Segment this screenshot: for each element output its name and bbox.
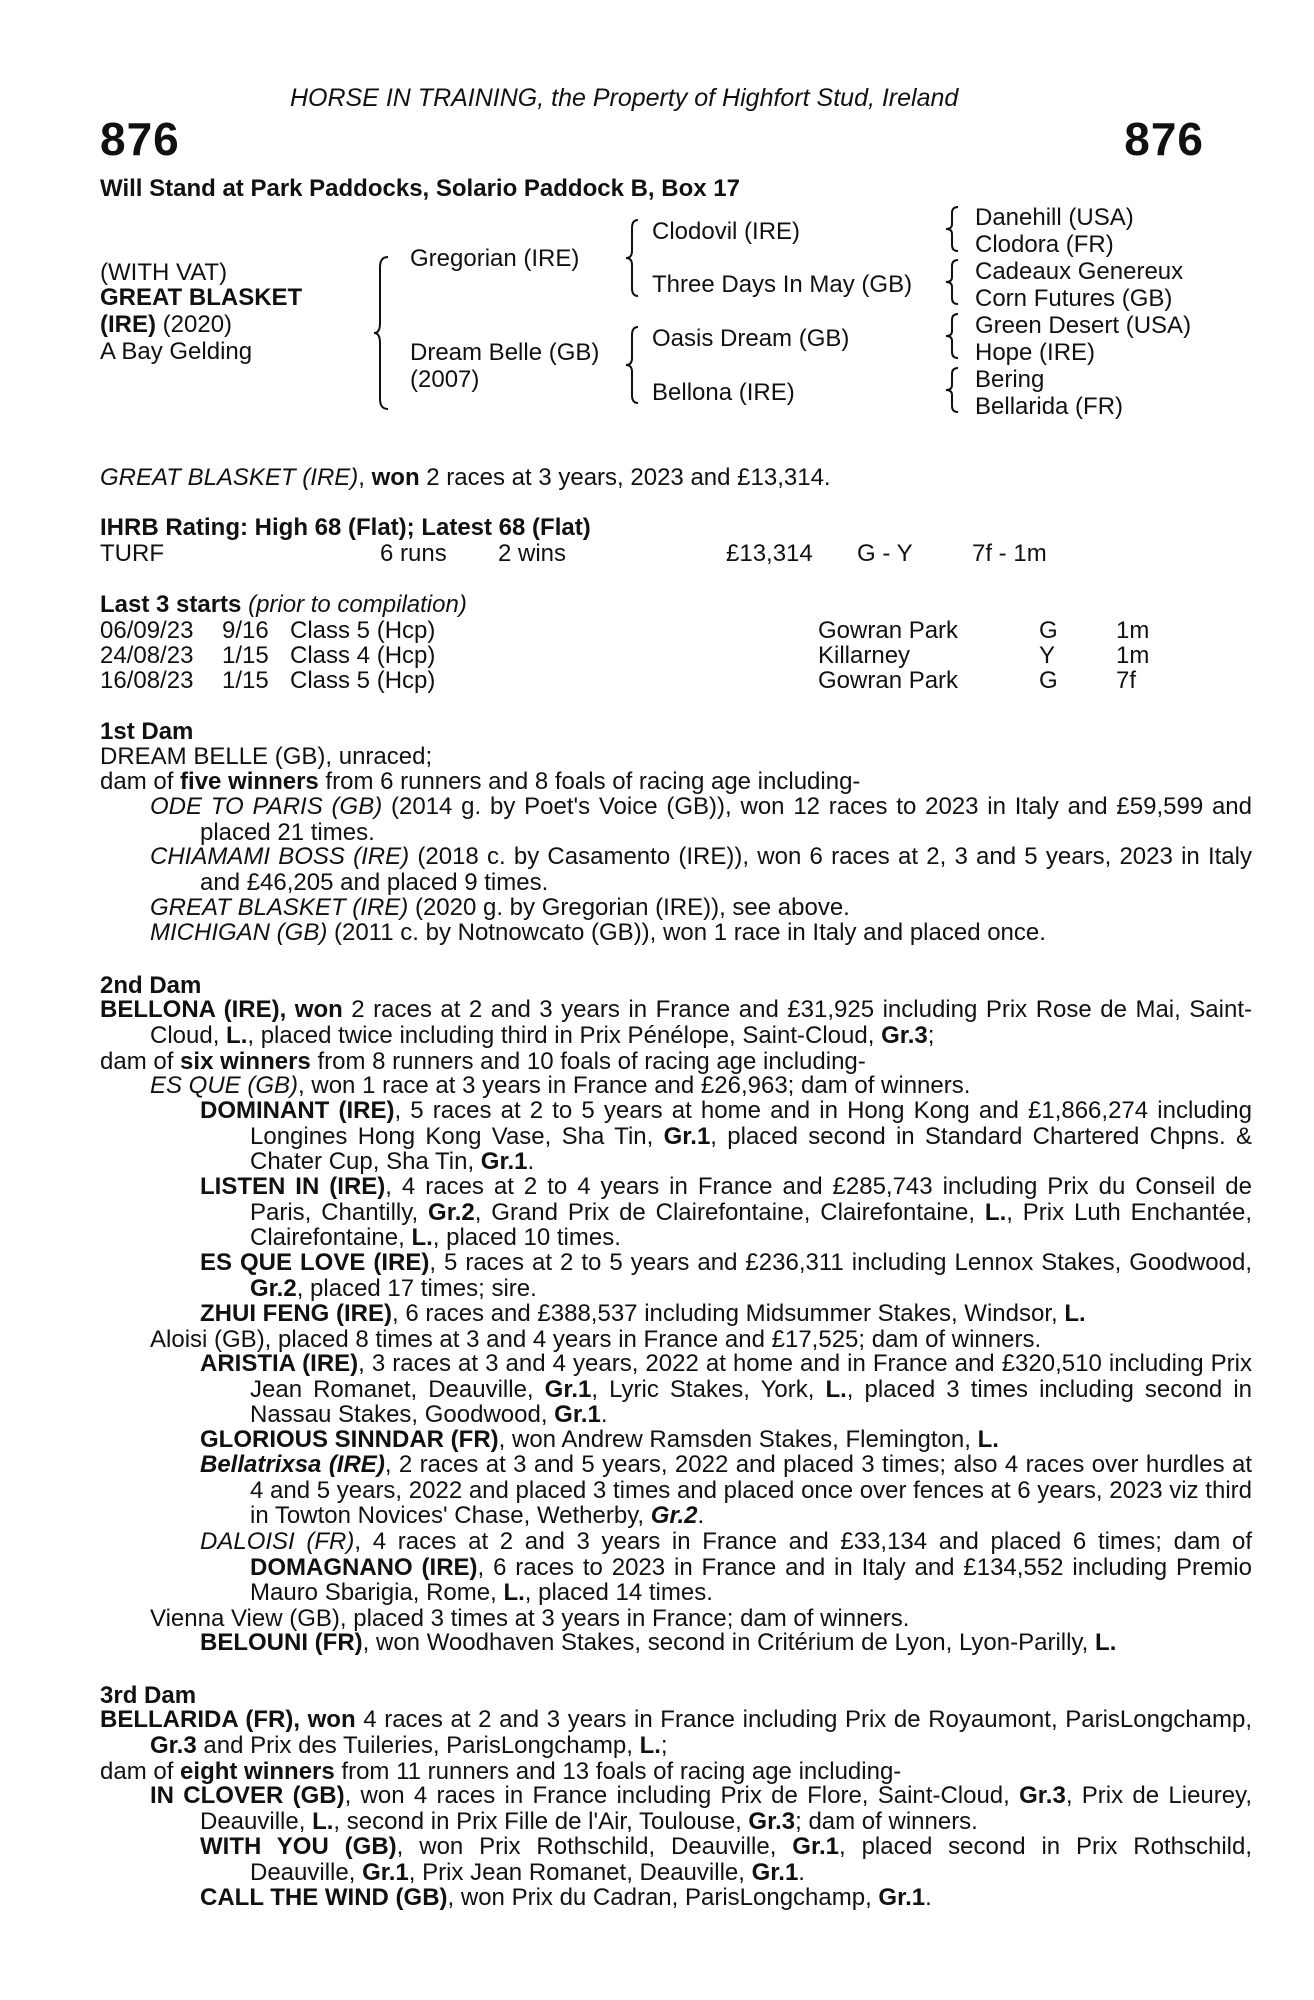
- gen3-8: Bellarida (FR): [975, 393, 1124, 420]
- lot-number-right: 876: [1124, 113, 1204, 165]
- pedigree-brace-3: [626, 325, 642, 407]
- dam2-grand-produce-entry: DALOISI (FR), 4 races at 2 and 3 years in France and £33,134 and placed 6 times; dam of DOMAGNANO (IRE), 6 races to 2023 in France and in Italy and £134,552 including Premio Mauro Sbarigia, Rome, L., placed 14 times.: [200, 1528, 1253, 1606]
- header-title: HORSE IN TRAINING, the Property of Highfort Stud, Ireland: [290, 84, 959, 112]
- dam2-grand-produce-entry: ARISTIA (IRE), 3 races at 3 and 4 years, 2022 at home and in France and £320,510 including Prix Jean Romanet, Deauville, Gr.1, Lyric Stakes, York, L., placed 3 times including second in Nassau Stakes, Goodwood, Gr.1.: [200, 1350, 1253, 1428]
- dam2-record: BELLONA (IRE), won 2 races at 2 and 3 years in France and £31,925 including Prix Rose de Mai, Saint-Cloud, L., placed twice including third in Prix Pénélope, Saint-Cloud, Gr.3;: [100, 996, 1252, 1049]
- start-class: Class 4 (Hcp): [290, 642, 436, 669]
- start-going: Y: [1039, 642, 1056, 669]
- dam2-produce-entry: ES QUE (GB), won 1 race at 3 years in France and £26,963; dam of winners.: [150, 1072, 971, 1099]
- pedigree-brace-1: [374, 255, 394, 411]
- start-date: 24/08/23: [100, 642, 194, 669]
- start-class: Class 5 (Hcp): [290, 617, 436, 644]
- rating-going: G - Y: [857, 540, 913, 567]
- dam2-produce-entry: Aloisi (GB), placed 8 times at 3 and 4 years in France and £17,525; dam of winners.: [150, 1326, 1042, 1353]
- start-course: Killarney: [818, 642, 911, 669]
- start-position: 1/15: [222, 642, 269, 669]
- race-summary: GREAT BLASKET (IRE), won 2 races at 3 years, 2023 and £13,314.: [100, 464, 831, 491]
- gen3-7: Bering: [975, 366, 1045, 393]
- sire: Gregorian (IRE): [410, 245, 580, 272]
- start-date: 06/09/23: [100, 617, 194, 644]
- dam-sire: Oasis Dream (GB): [652, 325, 850, 352]
- dam3-grand-produce-entry: WITH YOU (GB), won Prix Rothschild, Deauville, Gr.1, placed second in Prix Rothschild, Deauville, Gr.1, Prix Jean Romanet, Deauville, Gr.1.: [200, 1833, 1252, 1886]
- pedigree-brace-4: [946, 205, 962, 255]
- dam2-grand-produce-entry: DOMINANT (IRE), 5 races at 2 to 5 years at home and in Hong Kong and £1,866,274 including Longines Hong Kong Vase, Sha Tin, Gr.1, placed second in Standard Chartered Chpns. & Chater Cup, Sha Tin, Gr.1.: [200, 1097, 1252, 1175]
- gen3-6: Hope (IRE): [975, 339, 1096, 366]
- pedigree-brace-5: [946, 258, 962, 308]
- rating-title: IHRB Rating: High 68 (Flat); Latest 68 (Flat): [100, 514, 591, 541]
- dam2-grand-produce-entry: BELOUNI (FR), won Woodhaven Stakes, second in Critérium de Lyon, Lyon-Parilly, L.: [200, 1629, 1117, 1656]
- pedigree-brace-6: [946, 312, 962, 362]
- rating-prize: £13,314: [726, 540, 813, 567]
- dam1-produce-line: dam of five winners from 6 runners and 8 foals of racing age including-: [100, 768, 861, 795]
- dam2-grand-produce-entry: ES QUE LOVE (IRE), 5 races at 2 to 5 years and £236,311 including Lennox Stakes, Goodwood, Gr.2, placed 17 times; sire.: [200, 1249, 1252, 1302]
- dam1-produce-entry: MICHIGAN (GB) (2011 c. by Notnowcato (GB)), won 1 race in Italy and placed once.: [150, 919, 1046, 946]
- dam1-line: DREAM BELLE (GB), unraced;: [100, 743, 433, 770]
- rating-runs: 6 runs: [380, 540, 447, 567]
- gen3-5: Green Desert (USA): [975, 312, 1192, 339]
- sire-dam: Three Days In May (GB): [652, 271, 913, 298]
- horse-name-line2: (IRE) (2020): [100, 311, 233, 338]
- dam3-record: BELLARIDA (FR), won 4 races at 2 and 3 years in France including Prix de Royaumont, ParisLongchamp, Gr.3 and Prix des Tuileries, ParisLongchamp, L.;: [100, 1706, 1252, 1759]
- dam2-grand-produce-entry: Bellatrixsa (IRE), 2 races at 3 and 5 years, 2022 and placed 3 times; also 4 races over hurdles at 4 and 5 years, 2022 and placed 3 times and placed once over fences at 6 years, 2023 viz third in Towton Novices' Chase, Wetherby, Gr.2.: [200, 1451, 1252, 1529]
- start-class: Class 5 (Hcp): [290, 667, 436, 694]
- start-position: 9/16: [222, 617, 269, 644]
- dam2-grand-produce-entry: GLORIOUS SINNDAR (FR), won Andrew Ramsden Stakes, Flemington, L.: [200, 1426, 999, 1453]
- lot-number-left: 876: [100, 113, 180, 165]
- dam3-produce-entry: IN CLOVER (GB), won 4 races in France including Prix de Flore, Saint-Cloud, Gr.3, Prix de Lieurey, Deauville, L., second in Prix Fille de l'Air, Toulouse, Gr.3; dam of winners.: [150, 1782, 1253, 1835]
- start-course: Gowran Park: [818, 617, 959, 644]
- last-starts-title: Last 3 starts (prior to compilation): [100, 591, 467, 618]
- start-date: 16/08/23: [100, 667, 194, 694]
- start-distance: 1m: [1116, 642, 1150, 669]
- gen3-3: Cadeaux Genereux: [975, 258, 1184, 285]
- gen3-4: Corn Futures (GB): [975, 285, 1173, 312]
- start-distance: 1m: [1116, 617, 1150, 644]
- dam1-produce-entry: CHIAMAMI BOSS (IRE) (2018 c. by Casamento (IRE)), won 6 races at 2, 3 and 5 years, 2023 in Italy and £46,205 and placed 9 times.: [150, 843, 1252, 896]
- dam2-heading: 2nd Dam: [100, 972, 202, 999]
- dam: Dream Belle (GB): [410, 339, 600, 366]
- gen3-1: Danehill (USA): [975, 204, 1134, 231]
- dam2-grand-produce-entry: ZHUI FENG (IRE), 6 races and £388,537 including Midsummer Stakes, Windsor, L.: [200, 1300, 1086, 1327]
- horse-description: A Bay Gelding: [100, 338, 253, 365]
- dam-year: (2007): [410, 366, 480, 393]
- dam3-heading: 3rd Dam: [100, 1682, 197, 1709]
- stand-info: Will Stand at Park Paddocks, Solario Paddock B, Box 17: [100, 175, 740, 202]
- dam-dam: Bellona (IRE): [652, 379, 795, 406]
- dam3-grand-produce-entry: CALL THE WIND (GB), won Prix du Cadran, ParisLongchamp, Gr.1.: [200, 1884, 932, 1911]
- dam1-heading: 1st Dam: [100, 718, 194, 745]
- start-going: G: [1039, 667, 1058, 694]
- rating-wins: 2 wins: [498, 540, 567, 567]
- rating-surface: TURF: [100, 540, 164, 567]
- dam1-produce-entry: GREAT BLASKET (IRE) (2020 g. by Gregorian (IRE)), see above.: [150, 894, 850, 921]
- sire-sire: Clodovil (IRE): [652, 218, 801, 245]
- start-distance: 7f: [1116, 667, 1137, 694]
- dam2-produce-entry: Vienna View (GB), placed 3 times at 3 years in France; dam of winners.: [150, 1605, 910, 1632]
- vat-label: (WITH VAT): [100, 259, 228, 286]
- dam3-produce-line: dam of eight winners from 11 runners and 13 foals of racing age including-: [100, 1758, 902, 1785]
- start-position: 1/15: [222, 667, 269, 694]
- start-going: G: [1039, 617, 1058, 644]
- pedigree-brace-7: [946, 366, 962, 416]
- pedigree-brace-2: [626, 218, 642, 300]
- gen3-2: Clodora (FR): [975, 231, 1114, 258]
- dam1-produce-entry: ODE TO PARIS (GB) (2014 g. by Poet's Voice (GB)), won 12 races to 2023 in Italy and £59,599 and placed 21 times.: [150, 793, 1252, 846]
- start-course: Gowran Park: [818, 667, 959, 694]
- dam2-grand-produce-entry: LISTEN IN (IRE), 4 races at 2 to 4 years in France and £285,743 including Prix du Conseil de Paris, Chantilly, Gr.2, Grand Prix de Clairefontaine, Clairefontaine, L., Prix Luth Enchantée, Clairefontaine, L., placed 10 times.: [200, 1173, 1253, 1251]
- horse-name: GREAT BLASKET: [100, 284, 303, 311]
- dam2-produce-line: dam of six winners from 8 runners and 10 foals of racing age including-: [100, 1048, 866, 1075]
- rating-distance: 7f - 1m: [972, 540, 1047, 567]
